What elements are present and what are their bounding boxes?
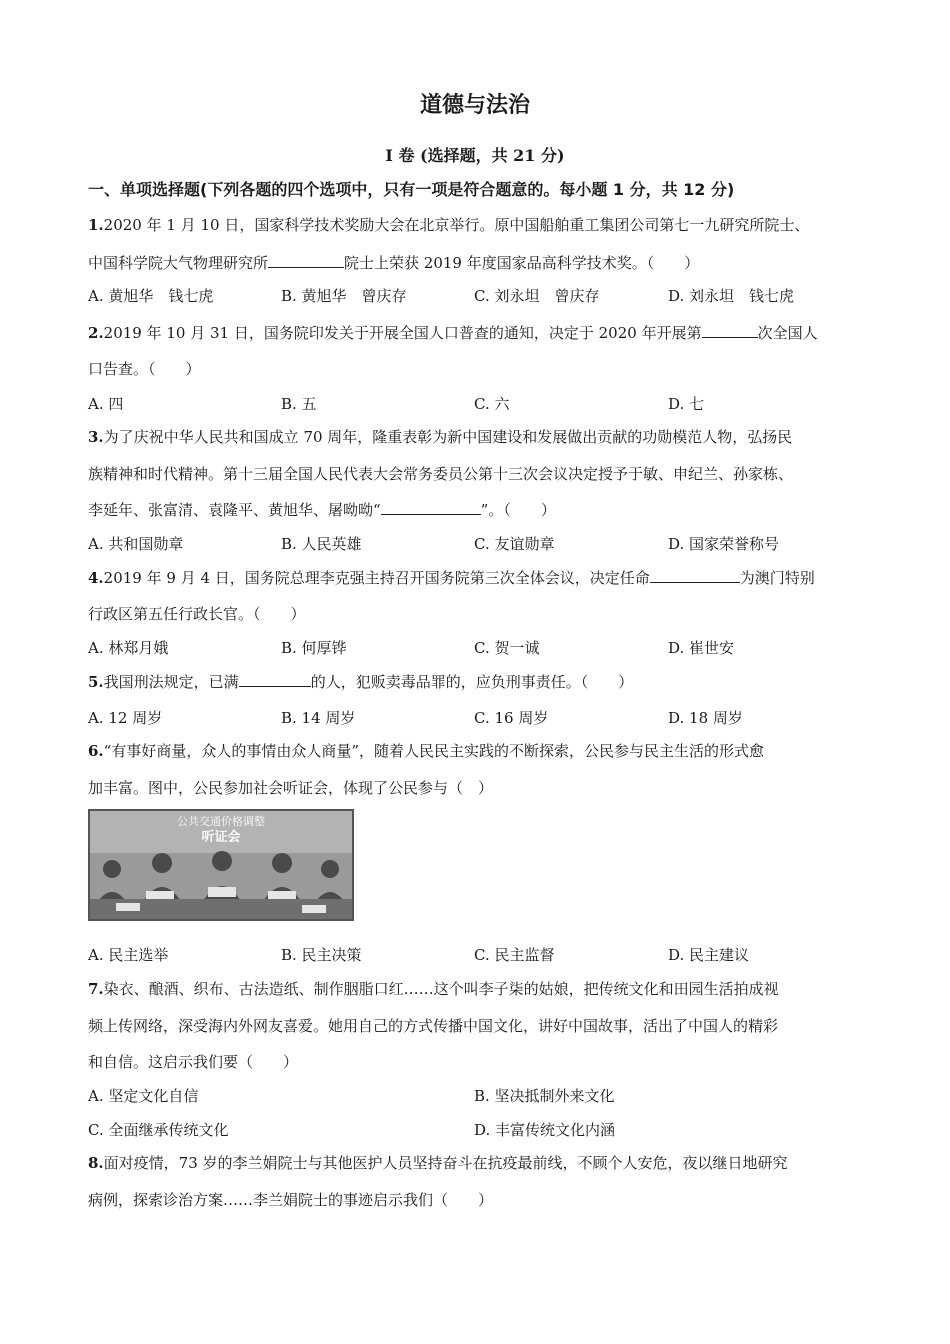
q4-option-c: C. 贺一诚 bbox=[474, 639, 540, 657]
question-7-line-2: 频上传网络，深受海内外网友喜爱。她用自己的方式传播中国文化，讲好中国故事，活出了中国人的精彩 bbox=[88, 1017, 779, 1035]
question-3-line-1: 3.为了庆祝中华人民共和国成立 70 周年，隆重表彰为新中国建设和发展做出贡献的功勋模范人物，弘扬民 bbox=[88, 428, 793, 446]
q4-option-b: B. 何厚铧 bbox=[281, 639, 347, 657]
question-1-line-1: 1.2020 年 1 月 10 日，国家科学技术奖励大会在北京举行。原中国船舶重工集团公司第七一九研究所院士、 bbox=[88, 216, 810, 234]
q2-option-d: D. 七 bbox=[668, 395, 705, 413]
q6-option-c: C. 民主监督 bbox=[474, 946, 555, 964]
q7-option-b: B. 坚决抵制外来文化 bbox=[474, 1087, 615, 1105]
q6-option-b: B. 民主决策 bbox=[281, 946, 362, 964]
q6-option-a: A. 民主选举 bbox=[88, 946, 169, 964]
q4-option-d: D. 崔世安 bbox=[668, 639, 735, 657]
question-4-line-2: 行政区第五任行政长官。（ ） bbox=[88, 605, 306, 623]
question-3-line-2: 族精神和时代精神。第十三届全国人民代表大会常务委员公第十三次会议决定授予于敏、申纪兰、孙家栋、 bbox=[88, 465, 794, 483]
answer-blank bbox=[702, 322, 758, 338]
answer-blank bbox=[650, 567, 740, 583]
q5-option-a: A. 12 周岁 bbox=[88, 709, 163, 727]
q4-option-a: A. 林郑月娥 bbox=[88, 639, 169, 657]
q7-option-c: C. 全面继承传统文化 bbox=[88, 1121, 229, 1139]
question-6-line-2: 加丰富。图中，公民参加社会听证会，体现了公民参与（ ） bbox=[88, 779, 494, 797]
q7-option-a: A. 坚定文化自信 bbox=[88, 1087, 199, 1105]
banner-text-2: 听证会 bbox=[201, 830, 241, 845]
question-8-line-1: 8.面对疫情，73 岁的李兰娟院士与其他医护人员坚持奋斗在抗疫最前线，不顾个人安危，夜以继日地研究 bbox=[88, 1154, 788, 1172]
q2-option-a: A. 四 bbox=[88, 395, 124, 413]
q5-option-b: B. 14 周岁 bbox=[281, 709, 356, 727]
answer-blank bbox=[268, 252, 344, 268]
q3-option-d: D. 国家荣誉称号 bbox=[668, 535, 780, 553]
q1-option-a: A. 黄旭华 钱七虎 bbox=[88, 287, 214, 305]
question-3-line-3: 李延年、张富清、袁隆平、黄旭华、屠呦呦“ ”。（ ） bbox=[88, 501, 556, 519]
q1-option-b: B. 黄旭华 曾庆存 bbox=[281, 287, 407, 305]
q1-option-c: C. 刘永坦 曾庆存 bbox=[474, 287, 600, 305]
question-8-line-2: 病例，探索诊治方案……李兰娟院士的事迹启示我们（ ） bbox=[88, 1191, 494, 1209]
q5-option-c: C. 16 周岁 bbox=[474, 709, 549, 727]
part-heading: Ⅰ 卷 (选择题，共 21 分) bbox=[385, 146, 565, 165]
q3-option-c: C. 友谊勋章 bbox=[474, 535, 555, 553]
question-2-line-1: 2.2019 年 10 月 31 日，国务院印发关于开展全国人口普查的通知，决定于 2020 年开展第 次全国人 bbox=[88, 324, 818, 342]
q2-option-b: B. 五 bbox=[281, 395, 317, 413]
q1-option-d: D. 刘永坦 钱七虎 bbox=[668, 287, 795, 305]
q2-option-c: C. 六 bbox=[474, 395, 510, 413]
section-heading: 一、单项选择题(下列各题的四个选项中，只有一项是符合题意的。每小题 1 分，共 12 分) bbox=[88, 180, 735, 199]
question-6-line-1: 6.“有事好商量，众人的事情由众人商量”，随着人民民主实践的不断探索，公民参与民主生活的形式愈 bbox=[88, 742, 765, 760]
q6-option-d: D. 民主建议 bbox=[668, 946, 750, 964]
page-title: 道德与法治 bbox=[419, 93, 530, 118]
q5-option-d: D. 18 周岁 bbox=[668, 709, 743, 727]
question-5-line-1: 5.我国刑法规定，已满 的人，犯贩卖毒品罪的，应负刑事责任。（ ） bbox=[88, 673, 634, 691]
question-4-line-1: 4.2019 年 9 月 4 日，国务院总理李克强主持召开国务院第三次全体会议，决定任命 为澳门特别 bbox=[88, 569, 815, 587]
q3-option-b: B. 人民英雄 bbox=[281, 535, 362, 553]
banner-text-1: 公共交通价格调整 bbox=[177, 815, 265, 828]
q3-option-a: A. 共和国勋章 bbox=[88, 535, 184, 553]
question-7-line-1: 7.染衣、酿酒、织布、古法造纸、制作胭脂口红……这个叫李子柒的姑娘，把传统文化和田园生活拍成视 bbox=[88, 980, 779, 998]
q7-option-d: D. 丰富传统文化内涵 bbox=[474, 1121, 616, 1139]
question-1-line-2: 中国科学院大气物理研究所 院士上荣获 2019 年度国家品高科学技术奖。（ ） bbox=[88, 254, 700, 272]
answer-blank bbox=[381, 499, 481, 515]
hearing-scene-illustration bbox=[90, 811, 352, 919]
hearing-photo bbox=[88, 809, 354, 921]
question-2-line-2: 口告查。（ ） bbox=[88, 360, 201, 378]
question-7-line-3: 和自信。这启示我们要（ ） bbox=[88, 1053, 299, 1071]
answer-blank bbox=[239, 671, 311, 687]
